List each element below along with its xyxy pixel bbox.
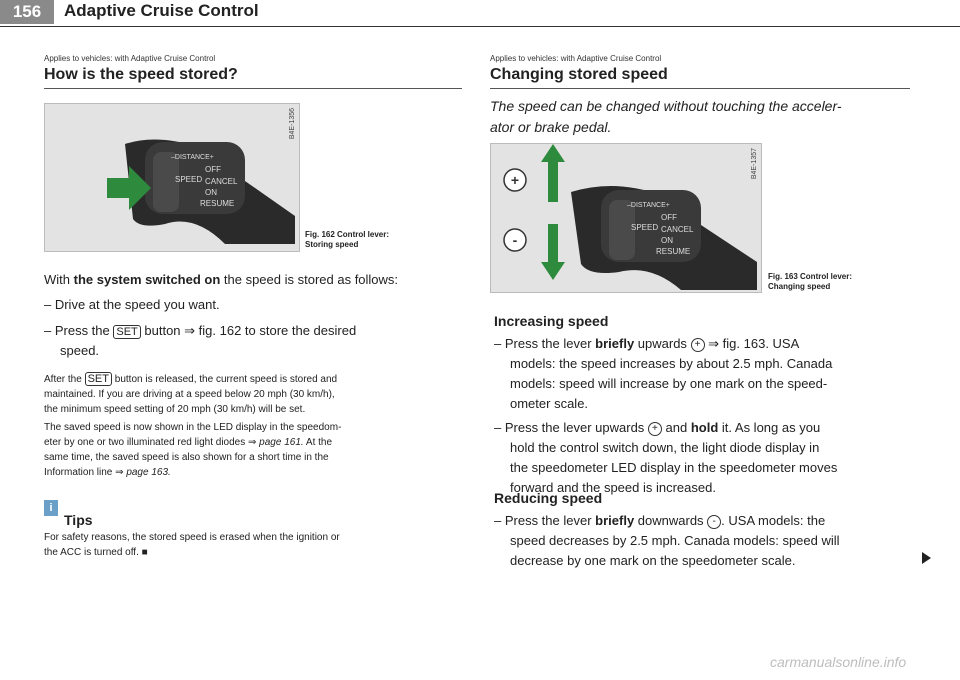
paragraph-left-2: The saved speed is now shown in the LED display in the speedom- eter by one or two illuminated red light diodes ⇒ page 161. At the same time, the saved speed is also shown for a short time in the Information line ⇒ page 163. — [44, 422, 342, 478]
bullet-left-1: – Drive at the speed you want. — [44, 297, 220, 312]
section-rule-right — [490, 88, 910, 89]
svg-text:+: + — [510, 172, 520, 188]
lever-resume-label: RESUME — [200, 199, 235, 208]
lever-cancel-label-2: CANCEL — [661, 225, 694, 234]
figure-163 — [490, 143, 762, 293]
info-icon: i — [44, 500, 58, 516]
applies-to-left: Applies to vehicles: with Adaptive Cruise Control — [44, 54, 216, 63]
section-title-right: Changing stored speed — [490, 66, 668, 83]
lever-cancel-label: CANCEL — [205, 177, 238, 186]
lever-resume-label-2: RESUME — [656, 247, 691, 256]
watermark: carmanualsonline.info — [770, 654, 907, 670]
control-lever-illustration-2 — [491, 144, 761, 292]
lever-on-label-2: ON — [661, 236, 673, 245]
page-number: 156 — [0, 0, 54, 24]
figure-caption-right-1: Fig. 163 Control lever: — [768, 272, 853, 281]
svg-text:-: - — [512, 232, 518, 248]
section-rule-left — [44, 88, 462, 89]
lever-off-label: OFF — [205, 165, 221, 174]
lever-speed-label-2: SPEED — [631, 223, 659, 232]
paragraph-left-1: After the SET button is released, the current speed is stored and maintained. If you are driving at a speed below 20 mph (30 km/h), the minimum speed setting of 20 mph (30 km/h) will be set. — [44, 373, 338, 415]
bullet-left-2-line2: speed. — [60, 343, 100, 358]
applies-to-right: Applies to vehicles: with Adaptive Cruise Control — [490, 54, 662, 63]
chapter-header: Adaptive Cruise Control — [64, 1, 259, 20]
plus-circle-icon-2: + — [648, 422, 662, 436]
section-title-left: How is the speed stored? — [44, 66, 238, 83]
minus-button-icon — [504, 229, 526, 251]
figure-caption-right-2: Changing speed — [768, 282, 831, 291]
continue-arrow-icon — [922, 552, 931, 564]
tips-title: Tips — [64, 512, 93, 528]
increase-bullet-2: – Press the lever upwards + and hold it. As long as you hold the control switch down, the light diode display in the speedometer LED display in the speedometer moves forward and the speed is increased. — [494, 420, 838, 495]
tips-text: For safety reasons, the stored speed is erased when the ignition or the ACC is turned off. ■ — [44, 532, 340, 558]
increase-bullet-1: – Press the lever briefly upwards + ⇒ fig. 163. USA models: the speed increases by about 2.5 mph. Canada models: speed will increase by one mark on the speed- ometer scale. — [494, 336, 833, 411]
lever-distance-label: –DISTANCE+ — [171, 154, 214, 161]
lever-off-label-2: OFF — [661, 213, 677, 222]
figure-162 — [44, 103, 300, 252]
figure-caption-left-1: Fig. 162 Control lever: — [305, 230, 390, 239]
header-rule — [0, 26, 960, 27]
lever-on-label: ON — [205, 188, 217, 197]
figure-caption-left-2: Storing speed — [305, 240, 359, 249]
lever-speed-label: SPEED — [175, 175, 203, 184]
increasing-speed-heading: Increasing speed — [494, 313, 609, 329]
intro-left: With the system switched on the speed is stored as follows: — [44, 272, 399, 287]
figure-id-left: B4E-1356 — [289, 108, 296, 140]
lever-distance-label-2: –DISTANCE+ — [627, 202, 670, 209]
reduce-bullet-1: – Press the lever briefly downwards - . USA models: the speed decreases by 2.5 mph. Canada models: speed will decrease by one mark on the speedometer scale. — [494, 513, 840, 568]
intro-right: The speed can be changed without touching the acceler- ator or brake pedal. — [490, 98, 842, 135]
bullet-left-2: – Press the SET button ⇒ fig. 162 to store the desired — [44, 323, 357, 338]
control-lever-illustration — [45, 104, 299, 251]
reducing-speed-heading: Reducing speed — [494, 490, 603, 506]
plus-button-icon — [504, 169, 526, 191]
minus-circle-icon: - — [707, 515, 721, 529]
figure-id-right: B4E-1357 — [751, 148, 758, 180]
plus-circle-icon: + — [691, 338, 705, 352]
